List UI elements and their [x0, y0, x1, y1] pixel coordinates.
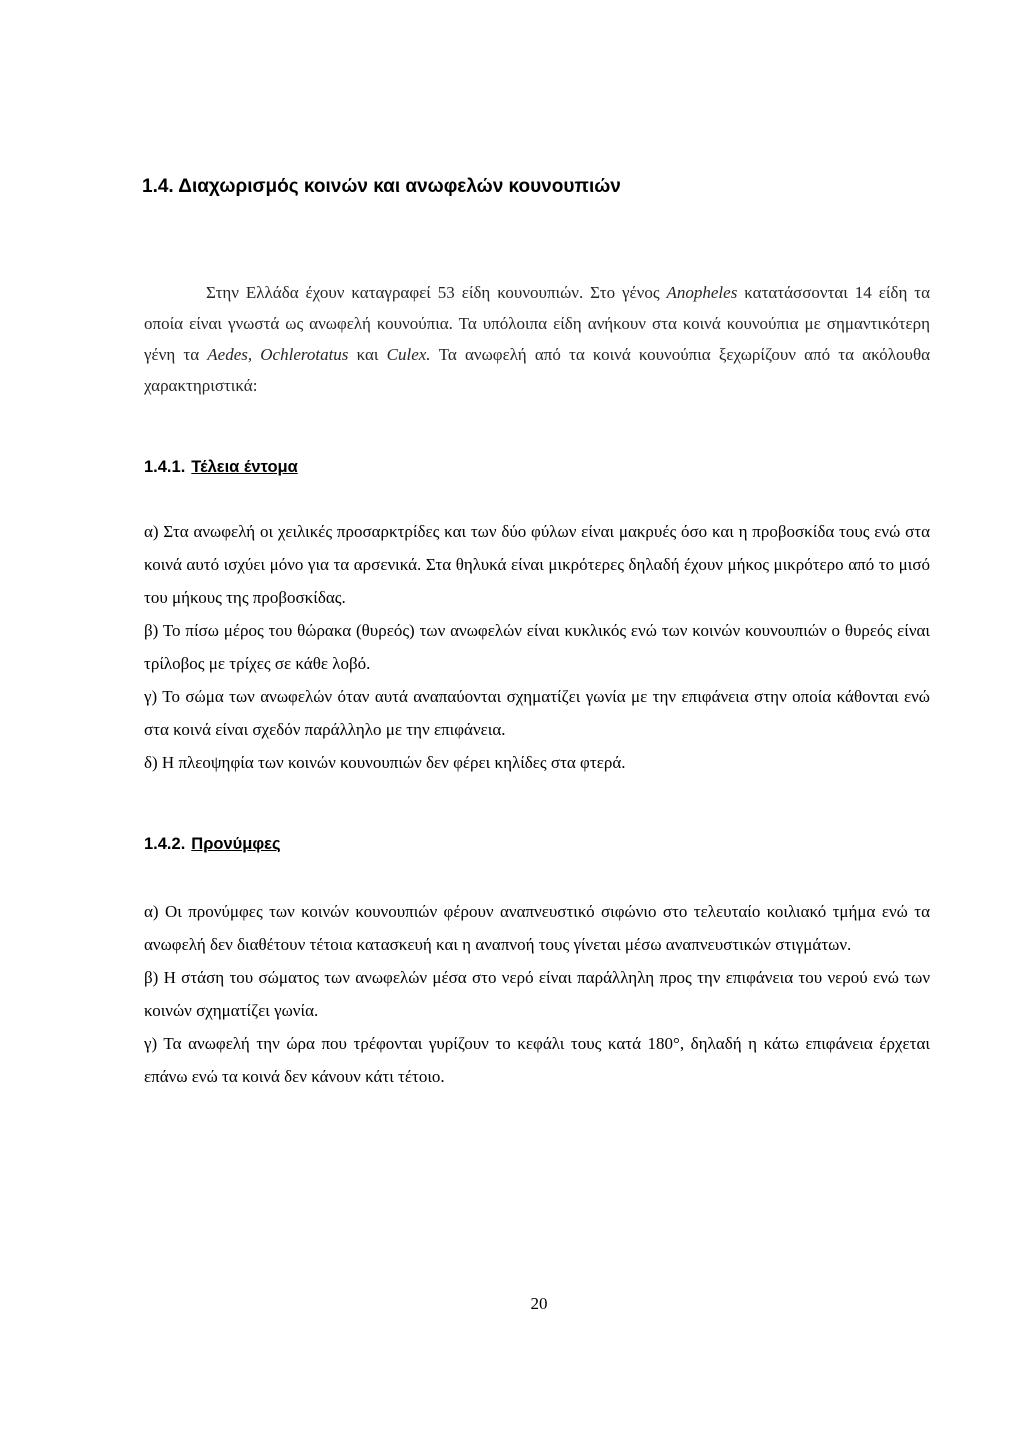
larvae-list: [144, 895, 930, 1093]
adults-list: [144, 515, 930, 779]
genus-aedes-ochlerotatus: Aedes, Ochlerotatus: [207, 345, 349, 364]
intro-text-4: Τα ανωφελή από τα κοινά κουνούπια ξεχωρίζουν από τα ακόλουθα χαρακτηριστικά:: [144, 345, 930, 395]
subsection-number: 1.4.1.: [144, 458, 186, 476]
genus-culex: Culex.: [386, 345, 431, 364]
subsection-heading-adults: [144, 452, 298, 482]
list-item: α) Οι προνύμφες των κοινών κουνουπιών φέρουν αναπνευστικό σιφώνιο στο τελευταίο κοιλιακό τμήμα ενώ τα ανωφελή δεν διαθέτουν τέτοια κατασκευή και η αναπνοή τους γίνεται μέσω αναπνευστικών στιγμάτων.: [144, 902, 930, 954]
section-heading: [142, 172, 621, 202]
section-number: 1.4.: [142, 176, 174, 197]
list-item: α) Στα ανωφελή οι χειλικές προσαρκτρίδες και των δύο φύλων είναι μακρυές όσο και η προβοσκίδα τους ενώ στα κοινά αυτό ισχύει μόνο για τα αρσενικά. Στα θηλυκά είναι μικρότερες δηλαδή έχουν μήκος μικρότερο από το μισό του μήκους της προβοσκίδας.: [144, 522, 930, 607]
list-item: γ) Τα ανωφελή την ώρα που τρέφονται γυρίζουν το κεφάλι τους κατά 180°, δηλαδή η κάτω επιφάνεια έρχεται επάνω ενώ τα κοινά δεν κάνουν κάτι τέτοιο.: [144, 1034, 930, 1086]
list-item: β) Το πίσω μέρος του θώρακα (θυρεός) των ανωφελών είναι κυκλικός ενώ των κοινών κουνουπιών ο θυρεός είναι τρίλοβος με τρίχες σε κάθε λοβό.: [144, 621, 930, 673]
list-item: δ) Η πλεοψηφία των κοινών κουνουπιών δεν φέρει κηλίδες στα φτερά.: [144, 753, 626, 772]
page-number: 20: [530, 1294, 548, 1313]
intro-text-1: Στην Ελλάδα έχουν καταγραφεί 53 είδη κουνουπιών. Στο γένος: [206, 283, 667, 302]
list-item: β) Η στάση του σώματος των ανωφελών μέσα στο νερό είναι παράλληλη προς την επιφάνεια του νερού ενώ των κοινών σχηματίζει γωνία.: [144, 968, 930, 1020]
section-title: Διαχωρισμός κοινών και ανωφελών κουνουπιών: [178, 176, 621, 197]
subsection-number: 1.4.2.: [144, 835, 186, 853]
subsection-title: Τέλεια έντομα: [191, 458, 298, 476]
intro-text-3: και: [348, 345, 387, 364]
list-item: γ) Το σώμα των ανωφελών όταν αυτά αναπαύονται σχηματίζει γωνία με την επιφάνεια στην οποία κάθονται ενώ στα κοινά είναι σχεδόν παράλληλο με την επιφάνεια.: [144, 687, 930, 739]
intro-paragraph: [144, 277, 930, 401]
genus-anopheles: Anopheles: [666, 283, 738, 302]
subsection-heading-larvae: [144, 829, 281, 859]
intro-text-2: κατατάσσονται 14 είδη τα οποία είναι γνωστά ως ανωφελή κουνούπια. Τα υπόλοιπα είδη ανήκουν στα κοινά κουνούπια με σημαντικότερη γένη τα: [144, 283, 930, 364]
subsection-title: Προνύμφες: [191, 835, 281, 853]
